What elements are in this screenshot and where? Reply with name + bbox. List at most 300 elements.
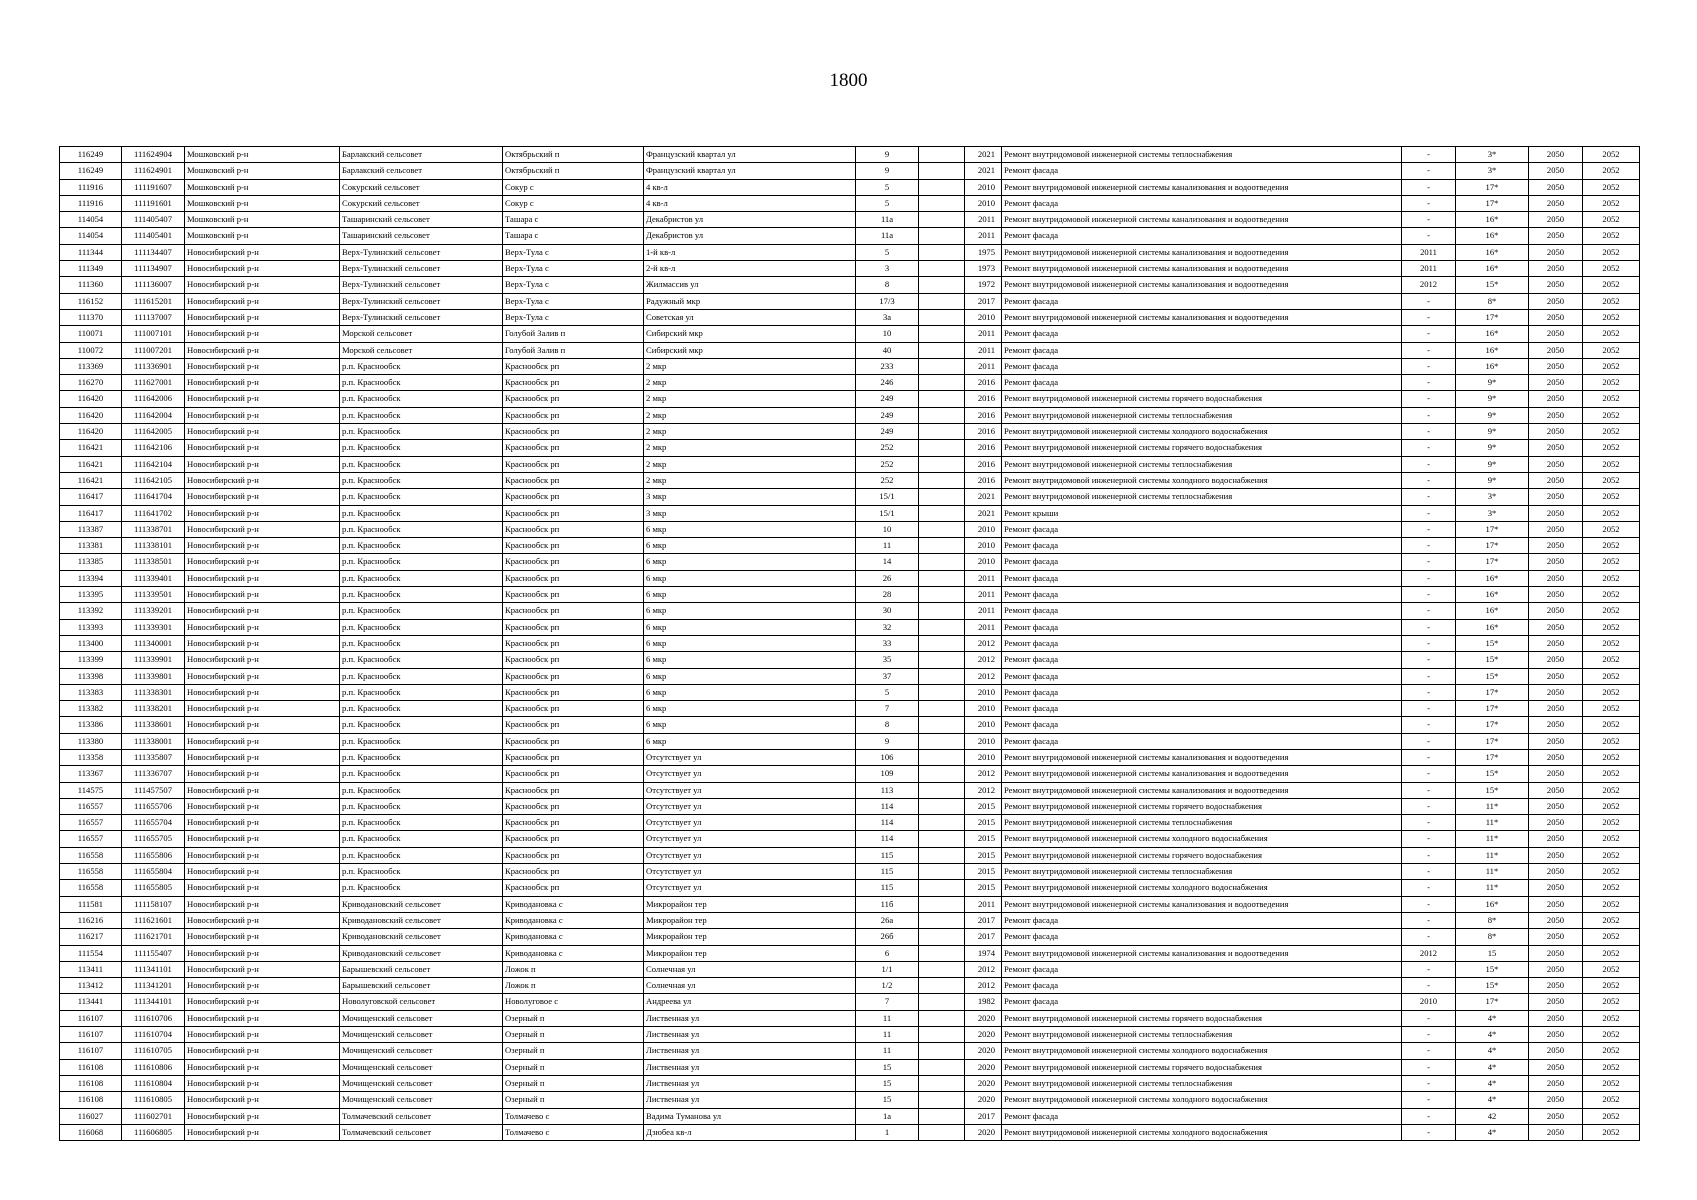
street-cell: 6 мкр — [644, 733, 856, 749]
table-row — [60, 293, 1640, 309]
house-id-cell: 116558 — [60, 864, 122, 880]
district-cell: Новосибирский р-н — [185, 375, 340, 391]
municipality-cell: Барышевский сельсовет — [340, 978, 503, 994]
building-cell — [919, 424, 965, 440]
work-type-cell: Ремонт фасада — [1002, 701, 1402, 717]
last-repair-cell: - — [1402, 472, 1456, 488]
house-number-cell: 252 — [856, 472, 919, 488]
district-cell: Новосибирский р-н — [185, 782, 340, 798]
street-cell: 2 мкр — [644, 440, 856, 456]
municipality-cell: р.п. Краснообск — [340, 798, 503, 814]
deterioration-cell: 15* — [1456, 277, 1529, 293]
house-number-cell: 30 — [856, 603, 919, 619]
settlement-cell: Краснообск рп — [503, 815, 644, 831]
table-row — [60, 261, 1640, 277]
last-repair-cell: - — [1402, 782, 1456, 798]
plan-end-cell: 2052 — [1583, 244, 1640, 260]
last-repair-cell: - — [1402, 1108, 1456, 1124]
settlement-cell: Краснообск рп — [503, 407, 644, 423]
deterioration-cell: 15* — [1456, 961, 1529, 977]
element-code-cell: 111339801 — [122, 668, 185, 684]
last-repair-cell: 2010 — [1402, 994, 1456, 1010]
year-built-cell: 2012 — [965, 978, 1002, 994]
last-repair-cell: - — [1402, 603, 1456, 619]
municipality-cell: р.п. Краснообск — [340, 505, 503, 521]
plan-start-cell: 2050 — [1529, 326, 1583, 342]
deterioration-cell: 9* — [1456, 375, 1529, 391]
deterioration-cell: 17* — [1456, 195, 1529, 211]
last-repair-cell: - — [1402, 1059, 1456, 1075]
deterioration-cell: 9* — [1456, 472, 1529, 488]
building-cell — [919, 570, 965, 586]
deterioration-cell: 9* — [1456, 440, 1529, 456]
building-cell — [919, 978, 965, 994]
municipality-cell: Барлакский сельсовет — [340, 147, 503, 163]
year-built-cell: 2021 — [965, 147, 1002, 163]
settlement-cell: Краснообск рп — [503, 880, 644, 896]
table-row — [60, 880, 1640, 896]
table-row — [60, 684, 1640, 700]
plan-start-cell: 2050 — [1529, 277, 1583, 293]
last-repair-cell: - — [1402, 880, 1456, 896]
house-id-cell: 116420 — [60, 424, 122, 440]
plan-start-cell: 2050 — [1529, 228, 1583, 244]
district-cell: Новосибирский р-н — [185, 994, 340, 1010]
plan-end-cell: 2052 — [1583, 309, 1640, 325]
settlement-cell: Криводановка с — [503, 912, 644, 928]
work-type-cell: Ремонт фасада — [1002, 619, 1402, 635]
plan-end-cell: 2052 — [1583, 1092, 1640, 1108]
element-code-cell: 111642006 — [122, 391, 185, 407]
building-cell — [919, 831, 965, 847]
building-cell — [919, 945, 965, 961]
settlement-cell: Озерный п — [503, 1059, 644, 1075]
year-built-cell: 2012 — [965, 782, 1002, 798]
house-id-cell: 113393 — [60, 619, 122, 635]
plan-end-cell: 2052 — [1583, 847, 1640, 863]
district-cell: Новосибирский р-н — [185, 684, 340, 700]
settlement-cell: Краснообск рп — [503, 472, 644, 488]
plan-start-cell: 2050 — [1529, 912, 1583, 928]
building-cell — [919, 212, 965, 228]
deterioration-cell: 17* — [1456, 538, 1529, 554]
element-code-cell: 111642106 — [122, 440, 185, 456]
house-number-cell: 15 — [856, 1075, 919, 1091]
plan-end-cell: 2052 — [1583, 570, 1640, 586]
last-repair-cell: - — [1402, 668, 1456, 684]
building-cell — [919, 195, 965, 211]
plan-end-cell: 2052 — [1583, 326, 1640, 342]
year-built-cell: 2015 — [965, 798, 1002, 814]
building-cell — [919, 440, 965, 456]
year-built-cell: 2015 — [965, 847, 1002, 863]
element-code-cell: 111341101 — [122, 961, 185, 977]
street-cell: 3 мкр — [644, 489, 856, 505]
plan-end-cell: 2052 — [1583, 1124, 1640, 1140]
plan-end-cell: 2052 — [1583, 1059, 1640, 1075]
deterioration-cell: 9* — [1456, 407, 1529, 423]
house-id-cell: 111349 — [60, 261, 122, 277]
year-built-cell: 2012 — [965, 635, 1002, 651]
district-cell: Новосибирский р-н — [185, 277, 340, 293]
last-repair-cell: - — [1402, 1092, 1456, 1108]
settlement-cell: Краснообск рп — [503, 749, 644, 765]
municipality-cell: р.п. Краснообск — [340, 391, 503, 407]
plan-end-cell: 2052 — [1583, 179, 1640, 195]
last-repair-cell: - — [1402, 749, 1456, 765]
building-cell — [919, 603, 965, 619]
building-cell — [919, 880, 965, 896]
element-code-cell: 111655704 — [122, 815, 185, 831]
settlement-cell: Сокур с — [503, 195, 644, 211]
house-number-cell: 26 — [856, 570, 919, 586]
element-code-cell: 111655804 — [122, 864, 185, 880]
plan-start-cell: 2050 — [1529, 684, 1583, 700]
work-type-cell: Ремонт внутридомовой инженерной системы теплоснабжения — [1002, 1027, 1402, 1043]
plan-end-cell: 2052 — [1583, 717, 1640, 733]
street-cell: 6 мкр — [644, 587, 856, 603]
work-type-cell: Ремонт фасада — [1002, 978, 1402, 994]
municipality-cell: Верх-Тулинский сельсовет — [340, 293, 503, 309]
work-type-cell: Ремонт внутридомовой инженерной системы холодного водоснабжения — [1002, 1092, 1402, 1108]
building-cell — [919, 652, 965, 668]
deterioration-cell: 16* — [1456, 228, 1529, 244]
work-type-cell: Ремонт фасада — [1002, 228, 1402, 244]
plan-end-cell: 2052 — [1583, 701, 1640, 717]
work-type-cell: Ремонт фасада — [1002, 717, 1402, 733]
settlement-cell: Краснообск рп — [503, 456, 644, 472]
element-code-cell: 111655805 — [122, 880, 185, 896]
settlement-cell: Краснообск рп — [503, 766, 644, 782]
municipality-cell: Верх-Тулинский сельсовет — [340, 309, 503, 325]
plan-start-cell: 2050 — [1529, 407, 1583, 423]
house-number-cell: 249 — [856, 424, 919, 440]
table-row — [60, 1027, 1640, 1043]
district-cell: Новосибирский р-н — [185, 864, 340, 880]
deterioration-cell: 16* — [1456, 587, 1529, 603]
deterioration-cell: 17* — [1456, 994, 1529, 1010]
element-code-cell: 111341201 — [122, 978, 185, 994]
work-type-cell: Ремонт внутридомовой инженерной системы канализования и водоотведения — [1002, 179, 1402, 195]
house-id-cell: 113385 — [60, 554, 122, 570]
year-built-cell: 1982 — [965, 994, 1002, 1010]
deterioration-cell: 11* — [1456, 847, 1529, 863]
house-id-cell: 113395 — [60, 587, 122, 603]
street-cell: 3 мкр — [644, 505, 856, 521]
district-cell: Мошковский р-н — [185, 163, 340, 179]
settlement-cell: Криводановка с — [503, 929, 644, 945]
district-cell: Новосибирский р-н — [185, 424, 340, 440]
house-id-cell: 116152 — [60, 293, 122, 309]
municipality-cell: р.п. Краснообск — [340, 375, 503, 391]
building-cell — [919, 163, 965, 179]
table-row — [60, 538, 1640, 554]
deterioration-cell: 17* — [1456, 733, 1529, 749]
deterioration-cell: 17* — [1456, 684, 1529, 700]
house-id-cell: 111370 — [60, 309, 122, 325]
table-row — [60, 619, 1640, 635]
table-row — [60, 994, 1640, 1010]
table-row — [60, 489, 1640, 505]
plan-end-cell: 2052 — [1583, 261, 1640, 277]
year-built-cell: 2015 — [965, 815, 1002, 831]
settlement-cell: Верх-Тула с — [503, 244, 644, 260]
municipality-cell: Верх-Тулинский сельсовет — [340, 277, 503, 293]
element-code-cell: 111641702 — [122, 505, 185, 521]
street-cell: 6 мкр — [644, 554, 856, 570]
last-repair-cell: - — [1402, 342, 1456, 358]
district-cell: Новосибирский р-н — [185, 244, 340, 260]
house-number-cell: 5 — [856, 244, 919, 260]
year-built-cell: 2015 — [965, 831, 1002, 847]
table-row — [60, 326, 1640, 342]
plan-start-cell: 2050 — [1529, 603, 1583, 619]
house-id-cell: 116417 — [60, 489, 122, 505]
street-cell: Лиственная ул — [644, 1027, 856, 1043]
municipality-cell: р.п. Краснообск — [340, 880, 503, 896]
year-built-cell: 2020 — [965, 1092, 1002, 1108]
municipality-cell: Мочищенский сельсовет — [340, 1043, 503, 1059]
year-built-cell: 2010 — [965, 195, 1002, 211]
work-type-cell: Ремонт фасада — [1002, 635, 1402, 651]
plan-end-cell: 2052 — [1583, 228, 1640, 244]
plan-start-cell: 2050 — [1529, 945, 1583, 961]
street-cell: Декабристов ул — [644, 228, 856, 244]
settlement-cell: Краснообск рп — [503, 847, 644, 863]
municipality-cell: р.п. Краснообск — [340, 456, 503, 472]
municipality-cell: р.п. Краснообск — [340, 864, 503, 880]
plan-end-cell: 2052 — [1583, 896, 1640, 912]
municipality-cell: р.п. Краснообск — [340, 570, 503, 586]
plan-end-cell: 2052 — [1583, 195, 1640, 211]
plan-start-cell: 2050 — [1529, 1059, 1583, 1075]
settlement-cell: Ташара с — [503, 228, 644, 244]
last-repair-cell: - — [1402, 456, 1456, 472]
year-built-cell: 1972 — [965, 277, 1002, 293]
building-cell — [919, 701, 965, 717]
plan-start-cell: 2050 — [1529, 358, 1583, 374]
house-number-cell: 252 — [856, 456, 919, 472]
street-cell: Сибирский мкр — [644, 342, 856, 358]
work-type-cell: Ремонт фасада — [1002, 195, 1402, 211]
district-cell: Новосибирский р-н — [185, 945, 340, 961]
district-cell: Новосибирский р-н — [185, 554, 340, 570]
street-cell: Отсутствует ул — [644, 815, 856, 831]
deterioration-cell: 17* — [1456, 554, 1529, 570]
building-cell — [919, 635, 965, 651]
plan-start-cell: 2050 — [1529, 847, 1583, 863]
street-cell: Отсутствует ул — [644, 831, 856, 847]
municipality-cell: р.п. Краснообск — [340, 358, 503, 374]
table-row — [60, 896, 1640, 912]
municipality-cell: р.п. Краснообск — [340, 521, 503, 537]
table-row — [60, 929, 1640, 945]
municipality-cell: Криводановский сельсовет — [340, 896, 503, 912]
building-cell — [919, 342, 965, 358]
last-repair-cell: - — [1402, 326, 1456, 342]
plan-start-cell: 2050 — [1529, 798, 1583, 814]
plan-start-cell: 2050 — [1529, 212, 1583, 228]
last-repair-cell: - — [1402, 912, 1456, 928]
repair-register-table — [59, 146, 1640, 1141]
plan-start-cell: 2050 — [1529, 244, 1583, 260]
street-cell: 6 мкр — [644, 652, 856, 668]
house-id-cell: 116557 — [60, 798, 122, 814]
house-number-cell: 5 — [856, 179, 919, 195]
deterioration-cell: 16* — [1456, 244, 1529, 260]
street-cell: Отсутствует ул — [644, 749, 856, 765]
street-cell: 6 мкр — [644, 538, 856, 554]
house-id-cell: 116558 — [60, 847, 122, 863]
work-type-cell: Ремонт внутридомовой инженерной системы канализования и водоотведения — [1002, 766, 1402, 782]
settlement-cell: Краснообск рп — [503, 668, 644, 684]
plan-end-cell: 2052 — [1583, 554, 1640, 570]
last-repair-cell: - — [1402, 847, 1456, 863]
last-repair-cell: - — [1402, 212, 1456, 228]
building-cell — [919, 1124, 965, 1140]
deterioration-cell: 16* — [1456, 342, 1529, 358]
house-number-cell: 233 — [856, 358, 919, 374]
element-code-cell: 111338701 — [122, 521, 185, 537]
plan-start-cell: 2050 — [1529, 929, 1583, 945]
last-repair-cell: - — [1402, 489, 1456, 505]
element-code-cell: 111340001 — [122, 635, 185, 651]
year-built-cell: 2010 — [965, 701, 1002, 717]
plan-start-cell: 2050 — [1529, 717, 1583, 733]
table-row — [60, 782, 1640, 798]
last-repair-cell: - — [1402, 440, 1456, 456]
building-cell — [919, 717, 965, 733]
table-row — [60, 505, 1640, 521]
table-row — [60, 1124, 1640, 1140]
building-cell — [919, 1059, 965, 1075]
house-id-cell: 116108 — [60, 1059, 122, 1075]
work-type-cell: Ремонт фасада — [1002, 570, 1402, 586]
deterioration-cell: 15* — [1456, 782, 1529, 798]
settlement-cell: Криводановка с — [503, 945, 644, 961]
street-cell: 6 мкр — [644, 668, 856, 684]
plan-end-cell: 2052 — [1583, 684, 1640, 700]
street-cell: 4 кв-л — [644, 179, 856, 195]
settlement-cell: Верх-Тула с — [503, 261, 644, 277]
year-built-cell: 2011 — [965, 570, 1002, 586]
table-row — [60, 1092, 1640, 1108]
last-repair-cell: - — [1402, 391, 1456, 407]
deterioration-cell: 17* — [1456, 521, 1529, 537]
house-number-cell: 37 — [856, 668, 919, 684]
municipality-cell: р.п. Краснообск — [340, 717, 503, 733]
district-cell: Мошковский р-н — [185, 179, 340, 195]
house-number-cell: 6 — [856, 945, 919, 961]
year-built-cell: 2020 — [965, 1124, 1002, 1140]
last-repair-cell: - — [1402, 1010, 1456, 1026]
district-cell: Мошковский р-н — [185, 228, 340, 244]
street-cell: Декабристов ул — [644, 212, 856, 228]
settlement-cell: Криводановка с — [503, 896, 644, 912]
building-cell — [919, 929, 965, 945]
last-repair-cell: - — [1402, 554, 1456, 570]
year-built-cell: 1974 — [965, 945, 1002, 961]
house-number-cell: 40 — [856, 342, 919, 358]
table-row — [60, 570, 1640, 586]
house-number-cell: 28 — [856, 587, 919, 603]
building-cell — [919, 619, 965, 635]
municipality-cell: р.п. Краснообск — [340, 766, 503, 782]
street-cell: 2 мкр — [644, 391, 856, 407]
year-built-cell: 2016 — [965, 456, 1002, 472]
municipality-cell: р.п. Краснообск — [340, 489, 503, 505]
house-id-cell: 111581 — [60, 896, 122, 912]
street-cell: Отсутствует ул — [644, 782, 856, 798]
last-repair-cell: - — [1402, 228, 1456, 244]
house-id-cell: 116420 — [60, 391, 122, 407]
house-number-cell: 15/1 — [856, 505, 919, 521]
municipality-cell: р.п. Краснообск — [340, 749, 503, 765]
municipality-cell: Новолуговской сельсовет — [340, 994, 503, 1010]
house-id-cell: 113382 — [60, 701, 122, 717]
deterioration-cell: 9* — [1456, 456, 1529, 472]
settlement-cell: Озерный п — [503, 1075, 644, 1091]
house-id-cell: 116557 — [60, 815, 122, 831]
settlement-cell: Озерный п — [503, 1010, 644, 1026]
settlement-cell: Ложок п — [503, 961, 644, 977]
plan-start-cell: 2050 — [1529, 179, 1583, 195]
building-cell — [919, 228, 965, 244]
last-repair-cell: 2012 — [1402, 277, 1456, 293]
house-id-cell: 113381 — [60, 538, 122, 554]
plan-start-cell: 2050 — [1529, 1010, 1583, 1026]
element-code-cell: 111610805 — [122, 1092, 185, 1108]
table-row — [60, 831, 1640, 847]
house-number-cell: 10 — [856, 326, 919, 342]
settlement-cell: Октябрьский п — [503, 147, 644, 163]
last-repair-cell: - — [1402, 163, 1456, 179]
element-code-cell: 111621701 — [122, 929, 185, 945]
building-cell — [919, 994, 965, 1010]
settlement-cell: Краснообск рп — [503, 635, 644, 651]
year-built-cell: 2010 — [965, 521, 1002, 537]
work-type-cell: Ремонт внутридомовой инженерной системы горячего водоснабжения — [1002, 847, 1402, 863]
settlement-cell: Озерный п — [503, 1043, 644, 1059]
building-cell — [919, 277, 965, 293]
settlement-cell: Краснообск рп — [503, 358, 644, 374]
year-built-cell: 2011 — [965, 603, 1002, 619]
street-cell: 6 мкр — [644, 635, 856, 651]
year-built-cell: 2017 — [965, 1108, 1002, 1124]
element-code-cell: 111642104 — [122, 456, 185, 472]
work-type-cell: Ремонт внутридомовой инженерной системы холодного водоснабжения — [1002, 424, 1402, 440]
municipality-cell: р.п. Краснообск — [340, 782, 503, 798]
work-type-cell: Ремонт внутридомовой инженерной системы канализования и водоотведения — [1002, 749, 1402, 765]
table-row — [60, 798, 1640, 814]
house-number-cell: 3а — [856, 309, 919, 325]
district-cell: Новосибирский р-н — [185, 1059, 340, 1075]
deterioration-cell: 16* — [1456, 358, 1529, 374]
plan-start-cell: 2050 — [1529, 440, 1583, 456]
plan-start-cell: 2050 — [1529, 293, 1583, 309]
element-code-cell: 111007201 — [122, 342, 185, 358]
municipality-cell: р.п. Краснообск — [340, 847, 503, 863]
plan-start-cell: 2050 — [1529, 1092, 1583, 1108]
street-cell: 2 мкр — [644, 472, 856, 488]
table-row — [60, 424, 1640, 440]
work-type-cell: Ремонт внутридомовой инженерной системы канализования и водоотведения — [1002, 277, 1402, 293]
house-id-cell: 111360 — [60, 277, 122, 293]
year-built-cell: 2020 — [965, 1059, 1002, 1075]
element-code-cell: 111338001 — [122, 733, 185, 749]
work-type-cell: Ремонт внутридомовой инженерной системы канализования и водоотведения — [1002, 212, 1402, 228]
year-built-cell: 2012 — [965, 766, 1002, 782]
